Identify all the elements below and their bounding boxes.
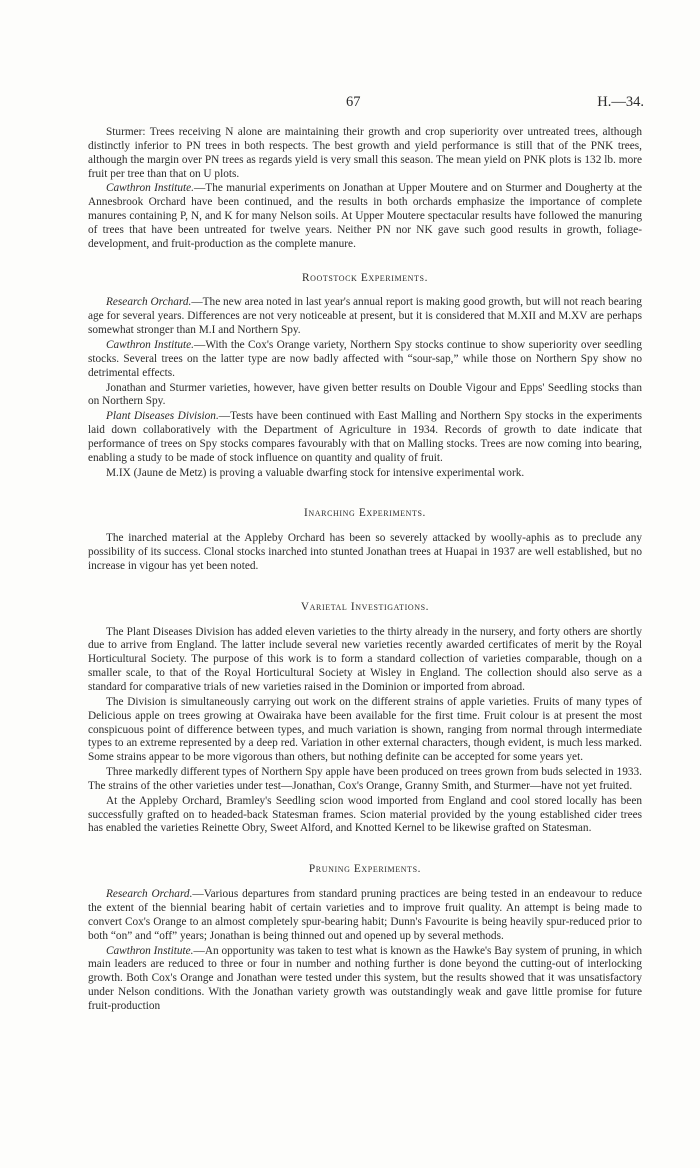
paragraph-rootstock-plant-diseases: Plant Diseases Division.—Tests have been continued with East Malling and Northern Spy stocks in the experiments laid down collaboratively with the Department of Agriculture in 1934. Records of growth to date indicate that performance of trees on Spy stocks compares favourably with that on Malling stocks. Trees are now coming into bearing, enabling a study to be made of stock influence on quantity and quality of fruit. (88, 410, 642, 464)
section-heading-varietal: Varietal Investigations. (300, 600, 430, 613)
paragraph-varietal-strains: The Division is simultaneously carrying out work on the different strains of apple varieties. Fruits of many types of Delicious apple on trees growing at Owairaka have been available for the first time. Fruit colour is at present the most conspicuous point of difference between types, and much variation is shown, ranging from normal through intermediate types to an extreme represented by a deep red. Variation in other external characters, though evident, is much less marked. Some strains appear to be more vigorous than others, but nothing definite can be accepted for some years yet. (88, 695, 642, 764)
page-body (88, 126, 642, 1015)
paragraph-sturmer: Sturmer: Trees receiving N alone are maintaining their growth and crop superiority over untreated trees, although distinctly inferior to PN trees in both respects. The best growth and yield performance is still that of the PNK trees, although the margin over PN trees as regards yield is very small this season. The mean yield on PNK plots is 132 lb. more fruit per tree than that on U plots. (88, 126, 642, 180)
paragraph-cawthron-manurial: Cawthron Institute.—The manurial experiments on Jonathan at Upper Moutere and on Sturmer and Dougherty at the Annesbrook Orchard have been continued, and the results in both orchards emphasize the importance of complete manures containing P, N, and K for many Nelson soils. At Upper Moutere spectacular results have followed the manuring of trees that have been untreated for twelve years. Neither PN nor NK gave such good results in growth, foliage-development, and fruit-production as the complete manure. (88, 182, 643, 250)
document-reference: H.—34. (597, 94, 644, 110)
section-heading-inarching: Inarching Experiments. (304, 507, 426, 520)
section-heading-rootstock: Rootstock Experiments. (301, 271, 429, 284)
paragraph-rootstock-jonathan: Jonathan and Sturmer varieties, however, have given better results on Double Vigour and Epps' Seedling stocks than on Northern Spy. (88, 381, 642, 408)
paragraph-lead: Plant Diseases Division. (106, 410, 219, 423)
paragraph-lead: Research Orchard. (106, 888, 193, 901)
paragraph-pruning-cawthron: Cawthron Institute.—An opportunity was taken to test what is known as the Hawke's Bay system of pruning, in which main leaders are reduced to three or four in number and nothing further is done beyond the cutting-out of interlocking growth. Both Cox's Orange and Jonathan were tested under this system, but the results showed that it was unsatisfactory under Nelson conditions. With the Jonathan variety growth was outstandingly weak and gave little promise for future fruit-production (88, 944, 643, 1012)
page-number: 67 (346, 94, 361, 110)
section-heading-pruning: Pruning Experiments. (308, 863, 422, 876)
paragraph-lead: Cawthron Institute. (106, 338, 195, 351)
paragraph-rootstock-cawthron: Cawthron Institute.—With the Cox's Orange variety, Northern Spy stocks continue to show superiority over seedling stocks. Several trees on the latter type are now badly affected with “sour-sap,” while those on Northern Spy show no detrimental effects. (88, 338, 643, 379)
paragraph-lead: Cawthron Institute. (106, 944, 194, 957)
paragraph-inarching: The inarched material at the Appleby Orchard has been so severely attacked by woolly-aphis as to preclude any possibility of its success. Clonal stocks inarched into stunted Jonathan trees at Huapai in 1937 are well established, but no increase in vigour has yet been noted. (88, 532, 642, 572)
paragraph-pruning-research: Research Orchard.—Various departures from standard pruning practices are being tested in an endeavour to reduce the extent of the biennial bearing habit of certain varieties and to improve fruit quality. An attempt is being made to convert Cox's Orange to an almost completely spur-bearing habit; Dunn's Favourite is being heavily spur-reduced prior to both “on” and “off” years; Jonathan is being thinned out and opened up by several methods. (88, 888, 642, 942)
paragraph-rootstock-mix: M.IX (Jaune de Metz) is proving a valuable dwarfing stock for intensive experimental work. (106, 466, 525, 479)
paragraph-varietal-northern-spy: Three markedly different types of Northern Spy apple have been produced on trees grown from buds selected in 1933. The strains of the other varieties under test—Jonathan, Cox's Orange, Granny Smith, and Sturmer—have not yet fruited. (88, 766, 642, 792)
paragraph-varietal-collection: The Plant Diseases Division has added eleven varieties to the thirty already in the nursery, and forty others are shortly due to arrive from England. The latter include several new varieties recently awarded certificates of merit by the Royal Horticultural Society. The purpose of this work is to form a standard collection of varieties comparable, though on a smaller scale, to that of the Royal Horticultural Society at Wisley in England. The collection should also serve as a standard for comparative trials of new varieties raised in the Dominion or imported from abroad. (88, 625, 642, 693)
paragraph-rootstock-research: Research Orchard.—The new area noted in last year's annual report is making good growth, but will not reach bearing age for several years. Differences are not very noticeable at present, but it is considered that M.XII and M.XV are perhaps somewhat stronger than M.I and Northern Spy. (88, 296, 642, 337)
page-header (0, 94, 700, 114)
paragraph-lead: Research Orchard. (106, 296, 192, 309)
paragraph-varietal-appleby: At the Appleby Orchard, Bramley's Seedling scion wood imported from England and cool stored locally has been successfully grafted on to headed-back Statesman frames. Scion material provided by the young established cider trees has enabled the varieties Reinette Obry, Sweet Alford, and Knotted Kernel to be likewise grafted on Statesman. (88, 794, 642, 835)
paragraph-lead: Cawthron Institute. (106, 182, 194, 195)
